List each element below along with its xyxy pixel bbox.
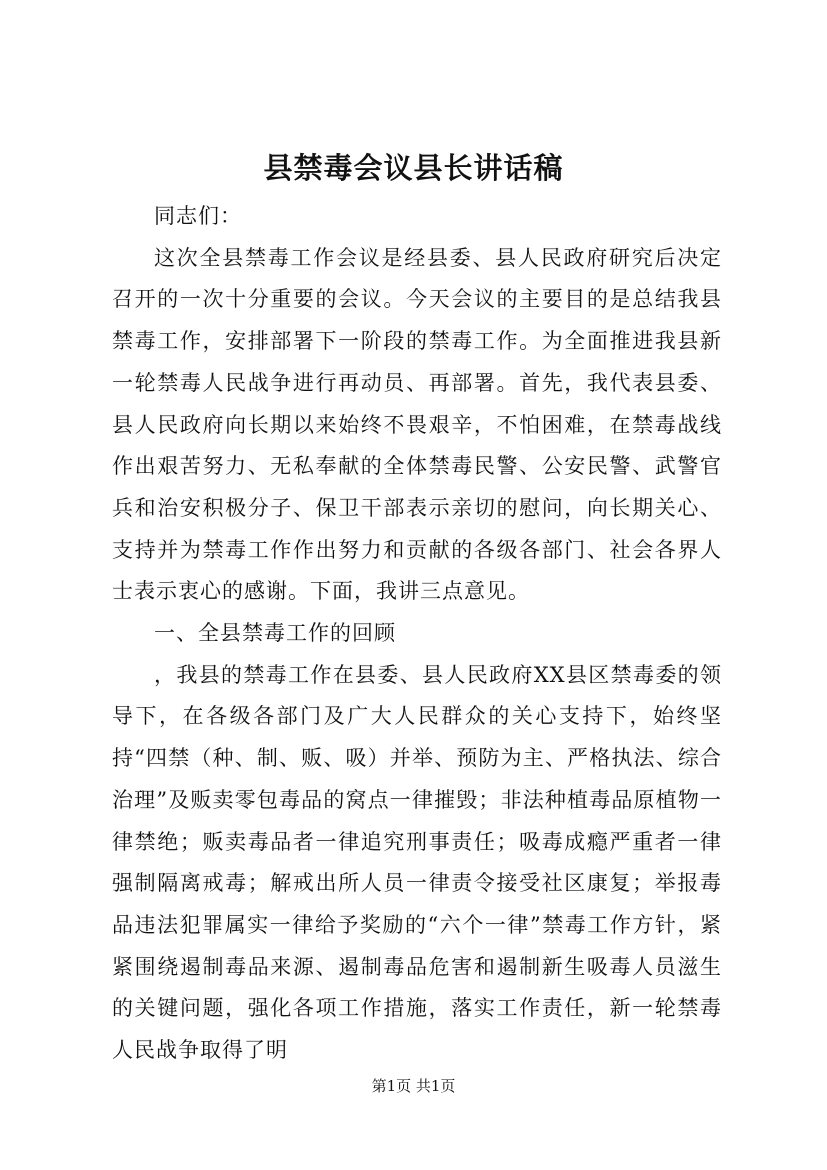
paragraph-review: ，我县的禁毒工作在县委、县人民政府XX县区禁毒委的领导下，在各级各部门及广大人民群众的关心支持下，始终坚持“四禁（种、制、贩、吸）并举、预防为主、严格执法、综合治理”及贩卖零包毒品的窝点一律摧毁；非法种植毒品原植物一律禁绝；贩卖毒品者一律追究刑事责任；吸毒成瘾严重者一律强制隔离戒毒；解戒出所人员一律责令接受社区康复；举报毒品违法犯罪属实一律给予奖励的“六个一律”禁毒工作方针，紧紧围绕遏制毒品来源、遏制毒品危害和遏制新生吸毒人员滋生的关键问题，强化各项工作措施，落实工作责任，新一轮禁毒人民战争取得了明	[112, 662, 722, 1063]
section-heading: 一、全县禁毒工作的回顾	[154, 621, 396, 646]
page-footer: 第1页 共1页	[371, 1077, 456, 1095]
document-body	[112, 196, 722, 1072]
document-title: 县禁毒会议县长讲话稿	[263, 151, 564, 185]
paragraph-intro: 这次全县禁毒工作会议是经县委、县人民政府研究后决定召开的一次十分重要的会议。今天会议的主要目的是总结我县禁毒工作，安排部署下一阶段的禁毒工作。为全面推进我县新一轮禁毒人民战争进行再动员、再部署。首先，我代表县委、县人民政府向长期以来始终不畏艰辛，不怕困难，在禁毒战线作出艰苦努力、无私奉献的全体禁毒民警、公安民警、武警官兵和治安积极分子、保卫干部表示亲切的慰问，向长期关心、支持并为禁毒工作作出努力和贡献的各级各部门、社会各界人士表示衷心的感谢。下面，我讲三点意见。	[112, 245, 722, 604]
salutation: 同志们：	[154, 204, 242, 228]
